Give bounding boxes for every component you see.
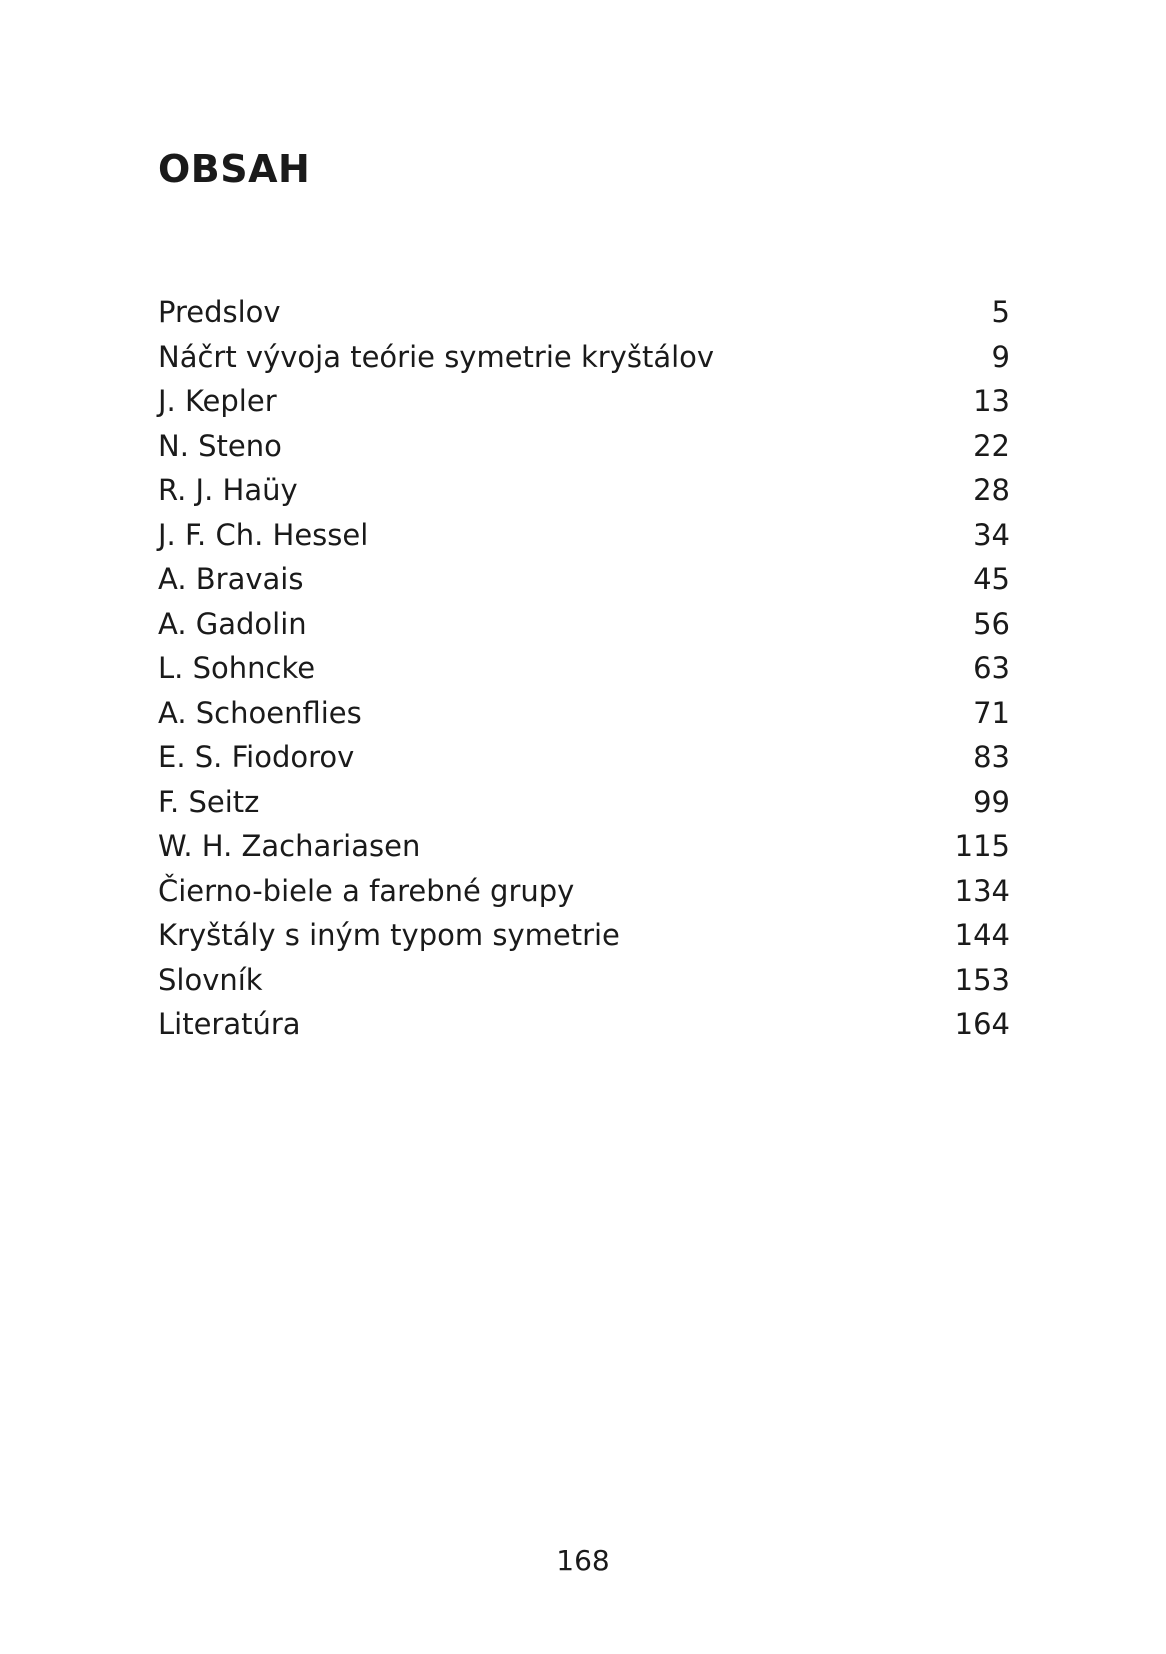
toc-entry-page: 144 — [954, 918, 1010, 952]
toc-entry-title: Slovník — [158, 962, 263, 997]
toc-entry — [158, 468, 1010, 513]
toc-entry-page: 115 — [954, 829, 1010, 863]
toc-entry-title: N. Steno — [158, 428, 282, 463]
toc-entry-page: 9 — [991, 339, 1010, 374]
toc-entry — [158, 602, 1010, 647]
toc-entry — [158, 557, 1010, 602]
toc-entry — [158, 379, 1010, 424]
toc-entry-title: A. Bravais — [158, 562, 304, 596]
toc-entry — [158, 290, 1010, 335]
page-number: 168 — [556, 1544, 610, 1577]
toc-entry-page: 28 — [973, 473, 1010, 507]
toc-entry-page: 63 — [973, 651, 1010, 685]
toc-entry-title: Kryštály s iným typom symetrie — [158, 918, 620, 952]
toc-entry-title: L. Sohncke — [158, 651, 316, 685]
toc-entry-page: 34 — [973, 517, 1010, 552]
toc-entry — [158, 1002, 1010, 1047]
toc-entry-title: A. Schoenflies — [158, 695, 362, 730]
table-of-contents — [158, 290, 1010, 1047]
toc-entry-page: 22 — [973, 428, 1010, 463]
toc-entry-page: 5 — [991, 295, 1010, 329]
toc-entry-page: 99 — [973, 784, 1010, 819]
toc-entry-page: 71 — [973, 695, 1010, 730]
toc-entry-title: W. H. Zachariasen — [158, 829, 421, 863]
toc-entry — [158, 646, 1010, 691]
toc-entry-page: 134 — [954, 873, 1010, 908]
toc-entry-page: 13 — [973, 384, 1010, 418]
toc-entry-page: 83 — [973, 740, 1010, 774]
toc-entry-page: 56 — [973, 606, 1010, 641]
toc-entry-page: 164 — [954, 1007, 1010, 1041]
toc-entry-title: Literatúra — [158, 1007, 301, 1041]
toc-entry-title: F. Seitz — [158, 784, 260, 819]
toc-entry-page: 153 — [954, 962, 1010, 997]
toc-entry-title: J. Kepler — [158, 384, 277, 418]
toc-entry-title: R. J. Haüy — [158, 473, 298, 507]
page-title: OBSAH — [158, 147, 311, 191]
toc-entry-title: Náčrt vývoja teórie symetrie kryštálov — [158, 339, 715, 374]
toc-entry — [158, 913, 1010, 958]
toc-entry — [158, 824, 1010, 869]
toc-entry — [158, 691, 1010, 736]
toc-entry-title: Čierno-biele a farebné grupy — [158, 873, 575, 908]
toc-entry — [158, 424, 1010, 469]
toc-entry — [158, 780, 1010, 825]
toc-entry-title: A. Gadolin — [158, 606, 307, 641]
toc-entry — [158, 869, 1010, 914]
toc-entry-title: E. S. Fiodorov — [158, 740, 355, 774]
toc-entry — [158, 335, 1010, 380]
toc-entry — [158, 958, 1010, 1003]
toc-entry-title: J. F. Ch. Hessel — [158, 517, 369, 552]
toc-entry-page: 45 — [973, 562, 1010, 596]
toc-entry — [158, 735, 1010, 780]
toc-entry — [158, 513, 1010, 558]
toc-entry-title: Predslov — [158, 295, 281, 329]
